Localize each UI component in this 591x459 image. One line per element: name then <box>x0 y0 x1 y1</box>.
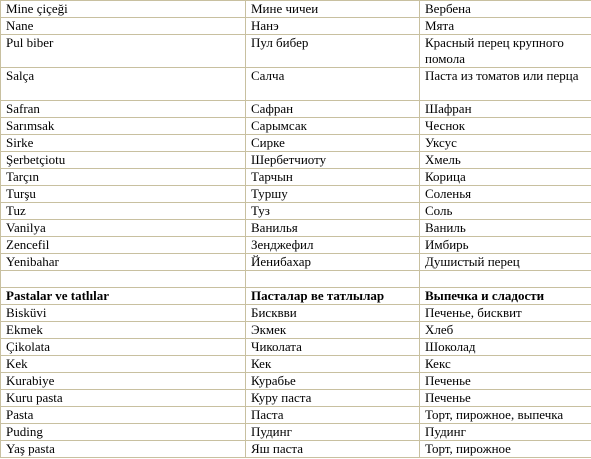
cell-transliteration: Экмек <box>246 322 420 339</box>
cell-russian: Печенье <box>420 373 591 390</box>
table-row <box>1 186 591 203</box>
cell-transliteration: Курабье <box>246 373 420 390</box>
table-row <box>1 305 591 322</box>
cell-turkish: Salça <box>1 68 246 101</box>
cell-transliteration: Бисквви <box>246 305 420 322</box>
cell-russian: Соленья <box>420 186 591 203</box>
cell-turkish: Yenibahar <box>1 254 246 271</box>
section-header-transliteration: Пасталар ве татлылар <box>246 288 420 305</box>
table-row <box>1 390 591 407</box>
cell-turkish: Pasta <box>1 407 246 424</box>
cell-turkish: Sirke <box>1 135 246 152</box>
table-row <box>1 135 591 152</box>
cell-turkish: Bisküvi <box>1 305 246 322</box>
table-row <box>1 237 591 254</box>
cell-transliteration: Тарчын <box>246 169 420 186</box>
cell-turkish: Tuz <box>1 203 246 220</box>
cell-russian: Пудинг <box>420 424 591 441</box>
cell-russian: Ваниль <box>420 220 591 237</box>
table-row <box>1 441 591 458</box>
section-header-row <box>1 288 591 305</box>
cell-transliteration: Мине чичеи <box>246 1 420 18</box>
table-row <box>1 373 591 390</box>
table-row <box>1 339 591 356</box>
cell-russian: Красный перец крупного помола <box>420 35 591 68</box>
cell-russian: Шафран <box>420 101 591 118</box>
cell-transliteration: Чиколата <box>246 339 420 356</box>
table-row <box>1 203 591 220</box>
cell-transliteration: Зенджефил <box>246 237 420 254</box>
table-row <box>1 356 591 373</box>
cell-transliteration: Пул бибер <box>246 35 420 68</box>
cell-russian: Уксус <box>420 135 591 152</box>
cell-transliteration: Нанэ <box>246 18 420 35</box>
cell-russian: Шоколад <box>420 339 591 356</box>
cell-russian: Чеснок <box>420 118 591 135</box>
cell-russian: Торт, пирожное, выпечка <box>420 407 591 424</box>
cell-russian: Соль <box>420 203 591 220</box>
table-row <box>1 1 591 18</box>
section-header-russian: Выпечка и сладости <box>420 288 591 305</box>
cell-transliteration: Куру паста <box>246 390 420 407</box>
cell-russian: Паста из томатов или перца <box>420 68 591 101</box>
cell-turkish: Kuru pasta <box>1 390 246 407</box>
table-row <box>1 18 591 35</box>
cell-turkish: Mine çiçeği <box>1 1 246 18</box>
cell-turkish: Pul biber <box>1 35 246 68</box>
cell-turkish: Sarımsak <box>1 118 246 135</box>
cell-turkish: Yaş pasta <box>1 441 246 458</box>
cell-russian: Хмель <box>420 152 591 169</box>
cell-russian: Имбирь <box>420 237 591 254</box>
cell-turkish: Puding <box>1 424 246 441</box>
cell-turkish: Safran <box>1 101 246 118</box>
cell-turkish: Vanilya <box>1 220 246 237</box>
cell-russian: Печенье, бисквит <box>420 305 591 322</box>
cell-russian: Вербена <box>420 1 591 18</box>
cell-transliteration: Ванилья <box>246 220 420 237</box>
cell-transliteration: Кек <box>246 356 420 373</box>
cell-transliteration: Пудинг <box>246 424 420 441</box>
cell-turkish: Ekmek <box>1 322 246 339</box>
empty-cell <box>246 271 420 288</box>
empty-cell <box>1 271 246 288</box>
table-row <box>1 68 591 101</box>
cell-turkish: Zencefil <box>1 237 246 254</box>
cell-russian: Корица <box>420 169 591 186</box>
cell-transliteration: Сафран <box>246 101 420 118</box>
table-row <box>1 118 591 135</box>
cell-russian: Печенье <box>420 390 591 407</box>
cell-transliteration: Туз <box>246 203 420 220</box>
cell-transliteration: Яш паста <box>246 441 420 458</box>
table-row <box>1 220 591 237</box>
cell-russian: Хлеб <box>420 322 591 339</box>
cell-transliteration: Йенибахар <box>246 254 420 271</box>
cell-transliteration: Салча <box>246 68 420 101</box>
table-row <box>1 35 591 68</box>
table-row <box>1 152 591 169</box>
cell-turkish: Kurabiye <box>1 373 246 390</box>
glossary-table-body <box>1 1 591 458</box>
cell-turkish: Çikolata <box>1 339 246 356</box>
cell-transliteration: Шербетчиоту <box>246 152 420 169</box>
table-row <box>1 169 591 186</box>
cell-turkish: Kek <box>1 356 246 373</box>
cell-russian: Торт, пирожное <box>420 441 591 458</box>
table-row <box>1 424 591 441</box>
cell-transliteration: Сарымсак <box>246 118 420 135</box>
cell-russian: Душистый перец <box>420 254 591 271</box>
cell-turkish: Turşu <box>1 186 246 203</box>
cell-transliteration: Туршу <box>246 186 420 203</box>
table-row <box>1 101 591 118</box>
table-row <box>1 407 591 424</box>
cell-turkish: Tarçın <box>1 169 246 186</box>
empty-cell <box>420 271 591 288</box>
cell-russian: Кекс <box>420 356 591 373</box>
cell-turkish: Nane <box>1 18 246 35</box>
spacer-row <box>1 271 591 288</box>
cell-transliteration: Сирке <box>246 135 420 152</box>
section-header-turkish: Pastalar ve tatlılar <box>1 288 246 305</box>
cell-turkish: Şerbetçiotu <box>1 152 246 169</box>
cell-russian: Мята <box>420 18 591 35</box>
table-row <box>1 254 591 271</box>
table-row <box>1 322 591 339</box>
cell-transliteration: Паста <box>246 407 420 424</box>
